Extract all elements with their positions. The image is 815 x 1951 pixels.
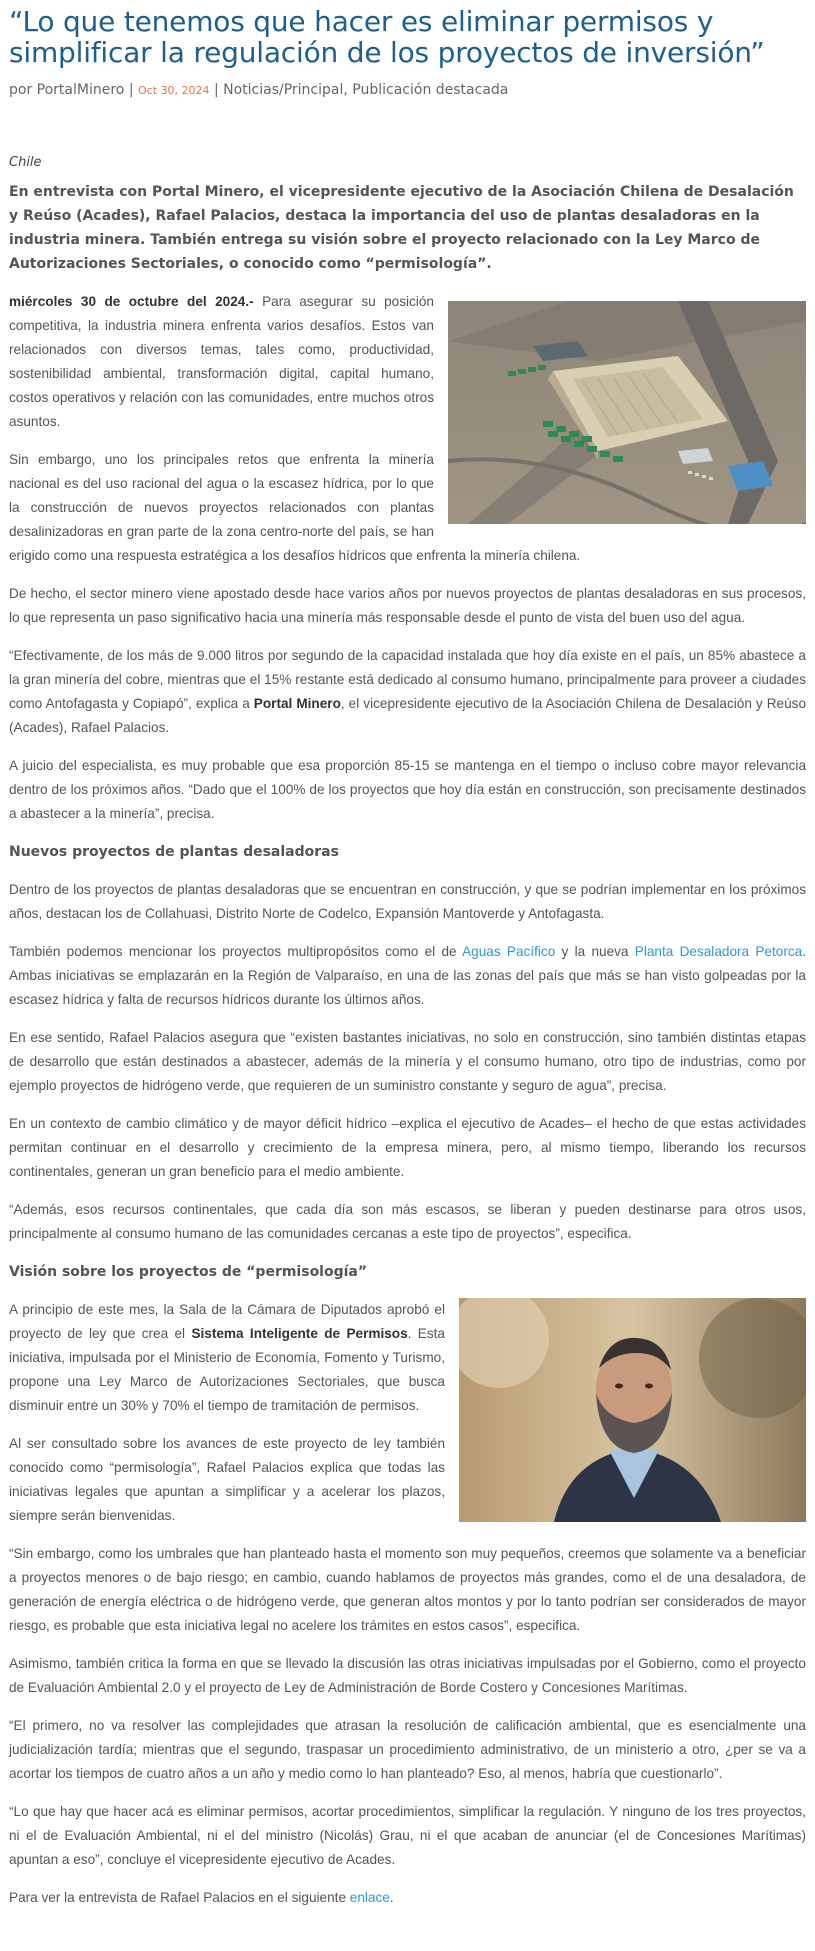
category-links[interactable]: Noticias/Principal, Publicación destacada	[223, 82, 509, 98]
paragraph-text: . Esta iniciativa, impulsada por el Ministerio de Economía, Fomento y Turismo, propone una Ley Marco de Autorizaciones Sectoriales, que busca disminuir entre un 30% y 70% el tiempo de tramitación de permisos.	[9, 1326, 445, 1413]
paragraph-text: “Efectivamente, de los más de 9.000 litros por segundo de la capacidad instalada que hoy día existe en el país, un 85% abastece a la gran minería del cobre, mientras que el 15% restante está dedicado al consumo humano, principalmente para proveer a ciudades como Antofagasta y Copiapó”, explica a	[9, 648, 806, 711]
author-link[interactable]: PortalMinero	[36, 82, 125, 98]
paragraph: Sin embargo, uno los principales retos que enfrenta la minería nacional es del uso racional del agua o la escasez hídrica, por lo que la construcción de nuevos proyectos relacionados con plantas desalinizadoras en gran parte de la zona centro-norte del país, se han erigido como una respuesta estratégica a los desafíos hídricos que enfrenta la minería chilena.	[9, 452, 581, 563]
paragraph: En ese sentido, Rafael Palacios asegura que “existen bastantes iniciativas, no solo en construcción, sino también distintas etapas de desarrollo que están destinados a abastecer, además de la minería y el consumo humano, otro tipo de industrias, como por ejemplo proyectos de hidrógeno verde, que requieren de un suministro constante y seguro de agua”, precisa.	[9, 1030, 806, 1093]
dateline: miércoles 30 de octubre del 2024.-	[9, 294, 254, 309]
desalination-plant-aerial-image	[448, 301, 806, 524]
aguas-pacifico-link[interactable]: Aguas Pacífico	[462, 944, 556, 959]
paragraph	[9, 644, 806, 740]
paragraph	[9, 1886, 806, 1910]
article-meta	[9, 80, 806, 101]
planta-petorca-link[interactable]: Planta Desaladora Petorca	[634, 944, 803, 959]
paragraph: “Sin embargo, como los umbrales que han planteado hasta el momento son muy pequeños, creemos que solamente va a beneficiar a proyectos menores o de bajo riesgo; en cambio, cuando hablamos de proyectos más grandes, como el de una desaladora, de generación de energía eléctrica o de hidrógeno verde, que generan altos montos y por lo tanto podrían ser considerados de mayor riesgo, es probable que esta iniciativa legal no acelere los trámites en estos casos”, especifica.	[9, 1546, 806, 1633]
meta-separator: |	[213, 82, 219, 98]
paragraph-text: También podemos mencionar los proyectos multipropósitos como el de	[9, 944, 463, 959]
paragraph: Al ser consultado sobre los avances de este proyecto de ley también conocido como “permisología”, Rafael Palacios explica que todas las iniciativas legales que apuntan a simplificar y a acelerar los plazos, siempre serán bienvenidas.	[9, 1436, 445, 1523]
section-heading-nuevos-proyectos: Nuevos proyectos de plantas desaladoras	[9, 844, 339, 860]
publish-date: Oct 30, 2024	[138, 84, 210, 97]
paragraph-text: .	[389, 1890, 394, 1905]
article-title: “Lo que tenemos que hacer es eliminar permisos y simplificar la regulación de los proyectos de inversión”	[9, 5, 765, 69]
section-heading-vision: Visión sobre los proyectos de “permisología”	[9, 1264, 368, 1280]
paragraph: A juicio del especialista, es muy probable que esa proporción 85-15 se mantenga en el tiempo o incluso cobre mayor relevancia dentro de los próximos años. “Dado que el 100% de los proyectos que hoy día están en construcción, son precisamente destinados a abastecer a la minería”, precisa.	[9, 758, 806, 821]
bold-text: Sistema Inteligente de Permisos	[191, 1326, 408, 1341]
paragraph: Dentro de los proyectos de plantas desaladoras que se encuentran en construcción, y que se podrían implementar en los próximos años, destacan los de Collahuasi, Distrito Norte de Codelco, Expansión Mantoverde y Antofagasta.	[9, 882, 806, 921]
paragraph-text: , el vicepresidente ejecutivo de la Asociación Chilena de Desalación y Reúso (Acades), Rafael Palacios.	[9, 696, 807, 735]
article	[0, 6, 815, 1910]
paragraph-text: y la nueva	[555, 944, 635, 959]
article-lead: En entrevista con Portal Minero, el vicepresidente ejecutivo de la Asociación Chilena de Desalación y Reúso (Acades), Rafael Palacios, destaca la importancia del uso de plantas desaladoras en la industria minera. También entrega su visión sobre el proyecto relacionado con la Ley Marco de Autorizaciones Sectoriales, o conocido como “permisología”.	[9, 184, 794, 272]
paragraph: En un contexto de cambio climático y de mayor déficit hídrico –explica el ejecutivo de Acades– el hecho de que estas actividades permitan continuar en el desarrollo y crecimiento de la empresa minera, pero, al mismo tiempo, liberando los recursos continentales, generan un gran beneficio para el medio ambiente.	[9, 1116, 806, 1179]
meta-prefix: por	[9, 82, 33, 98]
paragraph: Asimismo, también critica la forma en que se llevado la discusión las otras iniciativas impulsadas por el Gobierno, como el proyecto de Evaluación Ambiental 2.0 y el proyecto de Ley de Administración de Borde Costero y Concesiones Marítimas.	[9, 1656, 806, 1695]
paragraph-text: Para asegurar su posición competitiva, la industria minera enfrenta varios desafíos. Estos van relacionados con diversos temas, tales como, productividad, sostenibilidad ambiental, transformación digital, capital humano, costos operativos y relación con las comunidades, entre muchos otros asuntos.	[9, 294, 434, 429]
paragraph-text: A principio de este mes, la Sala de la Cámara de Diputados aprobó el proyecto de ley que crea el	[9, 1302, 445, 1341]
meta-separator: |	[128, 82, 134, 98]
paragraph: “Además, esos recursos continentales, que cada día son más escasos, se liberan y pueden destinarse para otros usos, principalmente al consumo humano de las comunidades cercanas a este tipo de proyectos”, especifica.	[9, 1202, 806, 1241]
paragraph: De hecho, el sector minero viene apostado desde hace varios años por nuevos proyectos de plantas desaladoras en sus procesos, lo que representa un paso significativo hacia una minería más responsable desde el punto de vista del buen uso del agua.	[9, 586, 806, 625]
paragraph-text: Para ver la entrevista de Rafael Palacios en el siguiente	[9, 1890, 350, 1905]
paragraph	[9, 940, 806, 1012]
paragraph: “Lo que hay que hacer acá es eliminar permisos, acortar procedimientos, simplificar la regulación. Y ninguno de los tres proyectos, ni el de Evaluación Ambiental, ni el del ministro (Nicolás) Grau, ni el que acaban de anunciar (el de Concesiones Marítimas) apuntan a eso”, concluye el vicepresidente ejecutivo de Acades.	[9, 1804, 806, 1867]
country-label: Chile	[9, 155, 42, 170]
paragraph-text: . Ambas iniciativas se emplazarán en la Región de Valparaíso, en una de las zonas del país que más se han visto golpeadas por la escasez hídrica y falta de recursos hídricos durante los últimos años.	[9, 944, 806, 1007]
paragraph: “El primero, no va resolver las complejidades que atrasan la resolución de calificación ambiental, que es esencialmente una judicialización tardía; mientras que el segundo, traspasar un procedimiento administrativo, de un ministerio a otro, ¿per se va a acortar los tiempos de cuatro años a un año y medio como lo han planteado? Eso, al menos, habría que cuestionarlo”.	[9, 1718, 806, 1781]
interview-link[interactable]: enlace	[349, 1890, 390, 1905]
bold-text: Portal Minero	[253, 696, 341, 711]
rafael-palacios-portrait-image	[459, 1298, 806, 1522]
